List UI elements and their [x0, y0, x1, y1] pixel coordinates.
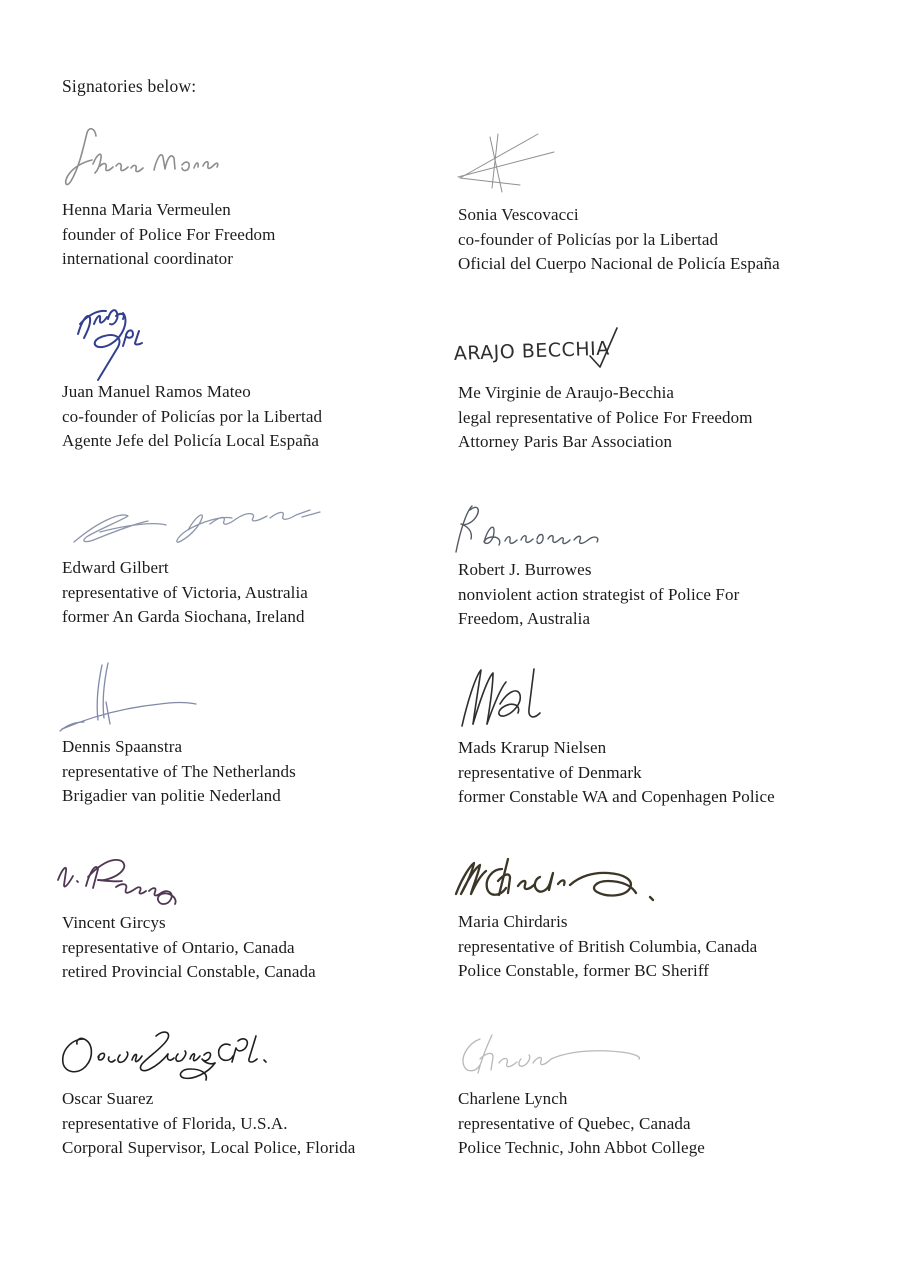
signatory-title-2: Police Constable, former BC Sheriff — [458, 961, 710, 980]
signatory-title-1: representative of Quebec, Canada — [458, 1113, 691, 1133]
signatory-title-2: Corporal Supervisor, Local Police, Florida — [62, 1138, 356, 1157]
edward-gilbert-signature — [64, 500, 332, 554]
signatory-block — [62, 556, 308, 630]
signatory-name: Mads Krarup Nielsen — [458, 738, 607, 757]
signatory-title-1: representative of Denmark — [458, 762, 642, 782]
oscar-suarez-signature — [54, 1026, 272, 1086]
signatory-title-1: representative of The Netherlands — [62, 761, 296, 781]
signatory-name: Robert J. Burrowes — [458, 560, 592, 579]
signatory-title-1: nonviolent action strategist of Police For — [458, 584, 740, 604]
signatory-title-2: former Constable WA and Copenhagen Police — [458, 787, 775, 806]
mads-nielsen-signature — [454, 664, 558, 734]
signatory-title-1: representative of Ontario, Canada — [62, 937, 295, 957]
signatory-title-2: Freedom, Australia — [458, 609, 591, 628]
signatory-block — [458, 736, 775, 810]
henna-maria-signature — [62, 124, 222, 196]
signatory-name: Me Virginie de Araujo-Becchia — [458, 383, 675, 402]
signatory-block — [458, 381, 753, 455]
signatory-title-1: co-founder of Policías por la Libertad — [458, 229, 719, 249]
signatory-title-2: international coordinator — [62, 249, 234, 268]
signatory-block — [62, 380, 322, 454]
svg-text:ARAJO BECCHIA: ARAJO BECCHIA — [453, 337, 611, 365]
signatory-name: Edward Gilbert — [62, 558, 169, 577]
signatory-title-1: founder of Police For Freedom — [62, 224, 276, 244]
signatory-name: Dennis Spaanstra — [62, 737, 183, 756]
signatory-name: Juan Manuel Ramos Mateo — [62, 382, 251, 401]
signatory-title-2: Police Technic, John Abbot College — [458, 1138, 705, 1157]
charlene-lynch-signature — [450, 1030, 655, 1082]
signatory-block — [62, 735, 296, 809]
signatory-block — [62, 198, 275, 272]
signatory-block — [458, 910, 757, 984]
signatory-name: Charlene Lynch — [458, 1089, 568, 1108]
signatory-name: Sonia Vescovacci — [458, 205, 579, 224]
signatory-name: Oscar Suarez — [62, 1089, 154, 1108]
signatory-title-2: Agente Jefe del Policía Local España — [62, 431, 320, 450]
juan-mateo-signature — [66, 300, 164, 382]
signatory-block — [62, 911, 316, 985]
signatory-block — [458, 1087, 705, 1161]
signatory-title-2: Attorney Paris Bar Association — [458, 432, 673, 451]
signatory-title-2: Oficial del Cuerpo Nacional de Policía España — [458, 254, 780, 273]
signatory-title-2: Brigadier van politie Nederland — [62, 786, 281, 805]
dennis-spaanstra-signature — [56, 660, 208, 736]
signatory-title-1: legal representative of Police For Freedom — [458, 407, 753, 427]
signatory-block — [458, 203, 780, 277]
signatory-name: Maria Chirdaris — [458, 912, 568, 931]
araujo-becchia-signature — [452, 324, 620, 378]
signatory-title-2: retired Provincial Constable, Canada — [62, 962, 316, 981]
signatory-title-1: representative of Florida, U.S.A. — [62, 1113, 288, 1133]
signatory-title-1: representative of British Columbia, Canada — [458, 936, 758, 956]
robert-burrowes-signature — [448, 500, 606, 558]
signatory-name: Vincent Gircys — [62, 913, 166, 932]
signatory-title-1: co-founder of Policías por la Libertad — [62, 406, 323, 426]
signatory-block — [458, 558, 739, 632]
maria-chirdaris-signature — [450, 850, 668, 908]
signatory-name: Henna Maria Vermeulen — [62, 200, 231, 219]
vincent-gircys-signature — [50, 850, 202, 912]
sonia-vescovacci-signature — [450, 128, 565, 198]
page-heading: Signatories below: — [62, 76, 197, 96]
signatory-title-1: representative of Victoria, Australia — [62, 582, 308, 602]
signatory-title-2: former An Garda Siochana, Ireland — [62, 607, 305, 626]
signatory-block — [62, 1087, 355, 1161]
